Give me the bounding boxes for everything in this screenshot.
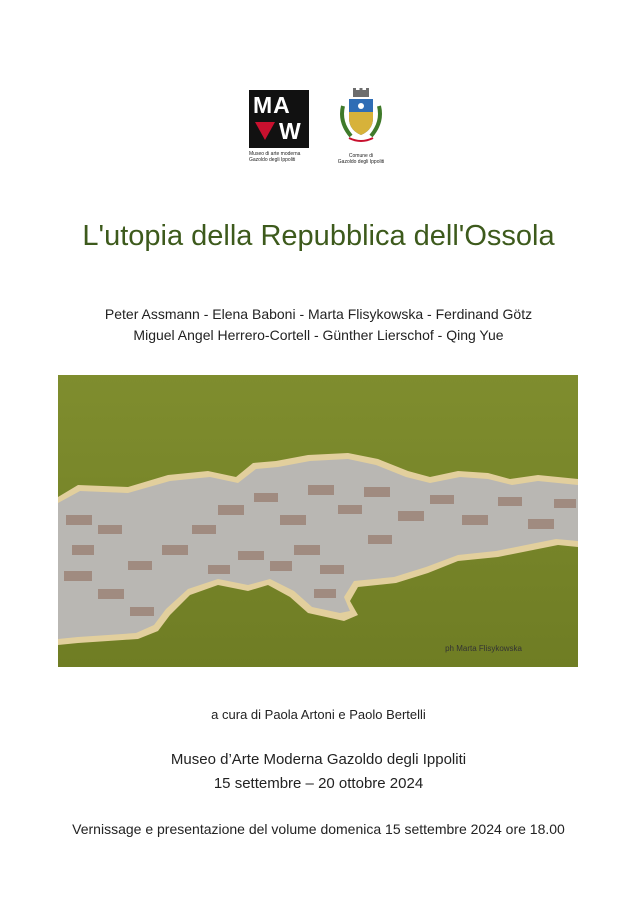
artists-line2: Miguel Angel Herrero-Cortell - Günther Lierschof - Qing Yue — [133, 327, 504, 343]
exhibition-dates: 15 settembre – 20 ottobre 2024 — [213, 775, 424, 792]
exhibition-title: L'utopia della Repubblica dell'Ossola — [82, 220, 555, 252]
maw-logo-mark — [249, 90, 309, 148]
maw-caption — [249, 151, 311, 163]
vernissage-info: Vernissage e presentazione del volume domenica 15 settembre 2024 ore 18.00 — [72, 821, 565, 837]
municipality-crest — [335, 88, 387, 165]
artists-list — [0, 304, 637, 346]
crest-icon — [335, 88, 387, 146]
photo-credit: ph Marta Flisykowska — [445, 644, 522, 653]
maw-caption-line1: Museo di arte moderna — [249, 151, 301, 157]
maw-logo-letters: MA — [253, 92, 291, 118]
maw-logo-triangle — [255, 122, 275, 140]
maw-logo — [249, 90, 311, 163]
maw-logo-w: W — [279, 118, 301, 144]
artists-line1: Peter Assmann - Elena Baboni - Marta Flisykowska - Ferdinand Götz — [104, 306, 533, 322]
venue-museum: Museo d’Arte Moderna Gazoldo degli Ippoliti — [170, 751, 467, 768]
exhibition-photo — [58, 375, 578, 667]
maw-caption-line2: Gazoldo degli Ippoliti — [249, 157, 296, 163]
crest-caption-line2: Gazoldo degli Ippoliti — [337, 159, 385, 165]
crest-caption-line1: Comune di — [348, 153, 374, 159]
photo-artwork — [58, 375, 578, 667]
crest-caption — [335, 153, 387, 165]
curators: a cura di Paola Artoni e Paolo Bertelli — [211, 707, 426, 722]
